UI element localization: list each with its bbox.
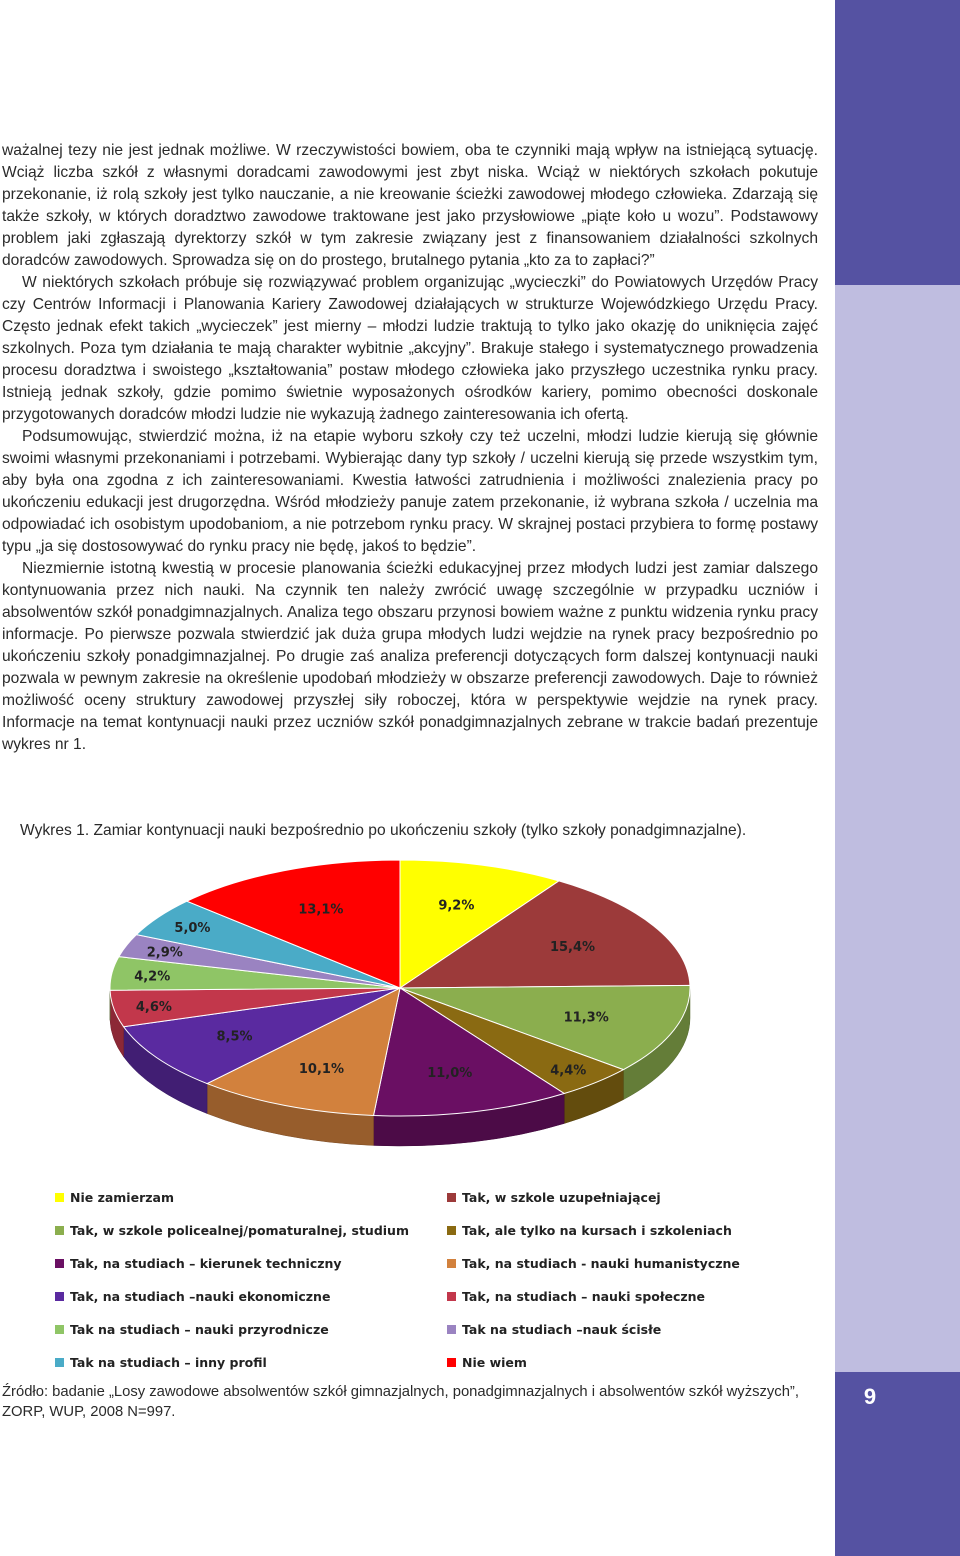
chart-legend <box>55 1186 815 1373</box>
legend-item-8 <box>447 1285 815 1307</box>
pie-slice-label-3: 11,3% <box>563 1010 609 1026</box>
legend-item-1 <box>55 1186 447 1208</box>
legend-label: Tak na studiach – nauki przyrodnicze <box>70 1321 329 1337</box>
legend-item-9 <box>55 1318 447 1340</box>
source-note: Źródło: badanie „Losy zawodowe absolwentów szkół gimnazjalnych, ponadgimnazjalnych i absolwentów szkół wyższych”, ZORP, WUP, 2008 N=997. <box>2 1384 799 1420</box>
legend-item-10 <box>447 1318 815 1340</box>
legend-label: Tak na studiach –nauk ścisłe <box>462 1321 662 1337</box>
legend-swatch <box>55 1226 64 1235</box>
legend-item-7 <box>55 1285 447 1307</box>
page-number: 9 <box>863 1384 877 1409</box>
legend-item-4 <box>447 1219 815 1241</box>
pie-slice-label-1: 9,2% <box>438 898 475 914</box>
legend-item-5 <box>55 1252 447 1274</box>
pie-slice-label-5: 11,0% <box>427 1066 473 1082</box>
pie-slice-label-6: 10,1% <box>298 1061 345 1077</box>
pie-slice-label-9: 4,2% <box>134 969 171 985</box>
legend-label: Tak, na studiach - nauki humanistyczne <box>462 1255 740 1271</box>
pie-chart <box>30 848 810 1188</box>
pie-chart-svg <box>30 848 810 1188</box>
legend-swatch <box>447 1325 456 1334</box>
legend-item-12 <box>447 1351 815 1373</box>
legend-swatch <box>447 1292 456 1301</box>
decorative-band-middle <box>835 285 960 1372</box>
pie-slice-label-10: 2,9% <box>146 945 183 961</box>
pie-slice-label-2: 15,4% <box>549 939 596 955</box>
legend-item-2 <box>447 1186 815 1208</box>
chart-caption: Wykres 1. Zamiar kontynuacji nauki bezpośrednio po ukończeniu szkoły (tylko szkoły ponadgimnazjalne). <box>20 822 747 839</box>
paragraph-1: ważalnej tezy nie jest jednak możliwe. W rzeczywistości bowiem, oba te czynniki mają wpływ na istniejącą sytuację. Wciąż liczba szkół z własnymi doradcami zawodowymi jest zbyt niska. Wciąż w niektórych szkołach pokutuje przekonanie, iż rolą szkoły jest tylko nauczanie, a nie kreowanie ścieżki zawodowej młodego człowieka. Zdarzają się także szkoły, w których doradztwo zawodowe traktowane jest jako przysłowiowe „piąte koło u wozu”. Podstawowy problem jaki zgłaszają dyrektorzy szkół w tym zakresie związany jest z finansowaniem działalności szkolnych doradców zawodowych. Sprowadza się on do prostego, brutalnego pytania „kto za to zapłaci?” <box>2 142 818 269</box>
legend-label: Tak, w szkole uzupełniającej <box>462 1189 661 1205</box>
legend-label: Tak, na studiach – nauki społeczne <box>462 1288 706 1304</box>
legend-item-3 <box>55 1219 447 1241</box>
legend-label: Tak, w szkole policealnej/pomaturalnej, studium <box>70 1222 409 1238</box>
legend-swatch <box>55 1193 64 1202</box>
legend-swatch <box>55 1259 64 1268</box>
legend-label: Tak, na studiach –nauki ekonomiczne <box>70 1288 331 1304</box>
legend-item-11 <box>55 1351 447 1373</box>
pie-slice-label-8: 4,6% <box>135 999 172 1015</box>
pie-slice-label-4: 4,4% <box>550 1063 587 1079</box>
legend-swatch <box>55 1358 64 1367</box>
pie-slice-label-12: 13,1% <box>298 902 344 918</box>
decorative-band-top <box>835 0 960 285</box>
legend-label: Tak, ale tylko na kursach i szkoleniach <box>462 1222 732 1238</box>
pie-slice-label-7: 8,5% <box>216 1029 253 1045</box>
paragraph-3: Podsumowując, stwierdzić można, iż na etapie wyboru szkoły czy też uczelni, młodzi ludzie kierują się głównie swoimi własnymi przekonaniami i potrzebami. Wybierając dany typ szkoły / uczelni kierują się przede wszystkim tym, aby była ona zgodna z ich zainteresowaniami. Kwestia łatwości zatrudnienia i możliwości znalezienia pracy po ukończeniu edukacji jest drugorzędna. Wśród młodzieży panuje zatem przekonanie, iż wybrana szkoła / uczelnia ma odpowiadać ich osobistym upodobaniom, a nie potrzebom rynku pracy. W skrajnej postaci przybiera to formę postawy typu „ja się dostosowywać do rynku pracy nie będę, jakoś to będzie”. <box>2 428 818 555</box>
legend-label: Nie wiem <box>462 1354 527 1370</box>
legend-swatch <box>55 1325 64 1334</box>
legend-swatch <box>447 1358 456 1367</box>
legend-item-6 <box>447 1252 815 1274</box>
legend-swatch <box>447 1193 456 1202</box>
paragraph-4: Niezmiernie istotną kwestią w procesie planowania ścieżki edukacyjnej przez młodych ludzi jest zamiar dalszego kontynuowania przez nich nauki. Na czynnik ten należy zwrócić uwagę szczególnie w przypadku uczniów i absolwentów szkół ponadgimnazjalnych. Analiza tego obszaru przynosi bowiem ważne z punktu widzenia rynku pracy informacje. Po pierwsze pozwala stwierdzić jak duża grupa młodych ludzi wejdzie na rynek pracy bezpośrednio po ukończeniu szkoły ponadgimnazjalnej. Po drugie zaś analiza preferencji dotyczących form dalszej kontynuacji nauki pozwala w pewnym zakresie na określenie upodobań młodzieży w obszarze preferencji zawodowych. Daje to również możliwość oceny struktury zawodowej przyszłej siły roboczej, która w perspektywie wejdzie na rynek pracy. Informacje na temat kontynuacji nauki przez uczniów szkół ponadgimnazjalnych zebrane w trakcie badań prezentuje wykres nr 1. <box>2 560 818 753</box>
body-text <box>2 140 818 756</box>
pie-slice-label-11: 5,0% <box>174 920 211 936</box>
legend-label: Nie zamierzam <box>70 1189 174 1205</box>
legend-label: Tak na studiach – inny profil <box>70 1354 267 1370</box>
legend-label: Tak, na studiach – kierunek techniczny <box>70 1255 342 1271</box>
legend-swatch <box>55 1292 64 1301</box>
paragraph-2: W niektórych szkołach próbuje się rozwiązywać problem organizując „wycieczki” do Powiatowych Urzędów Pracy czy Centrów Informacji i Planowania Kariery Zawodowej działających w strukturze Wojewódzkiego Urzędu Pracy. Często jednak efekt takich „wycieczek” jest mierny – młodzi ludzie traktują to tylko jako okazję do uniknięcia zajęć szkolnych. Poza tym działania te mają charakter wybitnie „akcyjny”. Brakuje stałego i systematycznego prowadzenia procesu doradztwa i swoistego „kształtowania” postaw młodego człowieka jako przyszłego uczestnika rynku pracy. Istnieją jednak szkoły, gdzie pomimo świetnie wyposażonych ośrodków kariery, pomimo obecności doskonale przygotowanych doradców młodzi ludzie nie wykazują żadnego zainteresowania ich ofertą. <box>2 274 818 423</box>
legend-swatch <box>447 1226 456 1235</box>
legend-swatch <box>447 1259 456 1268</box>
